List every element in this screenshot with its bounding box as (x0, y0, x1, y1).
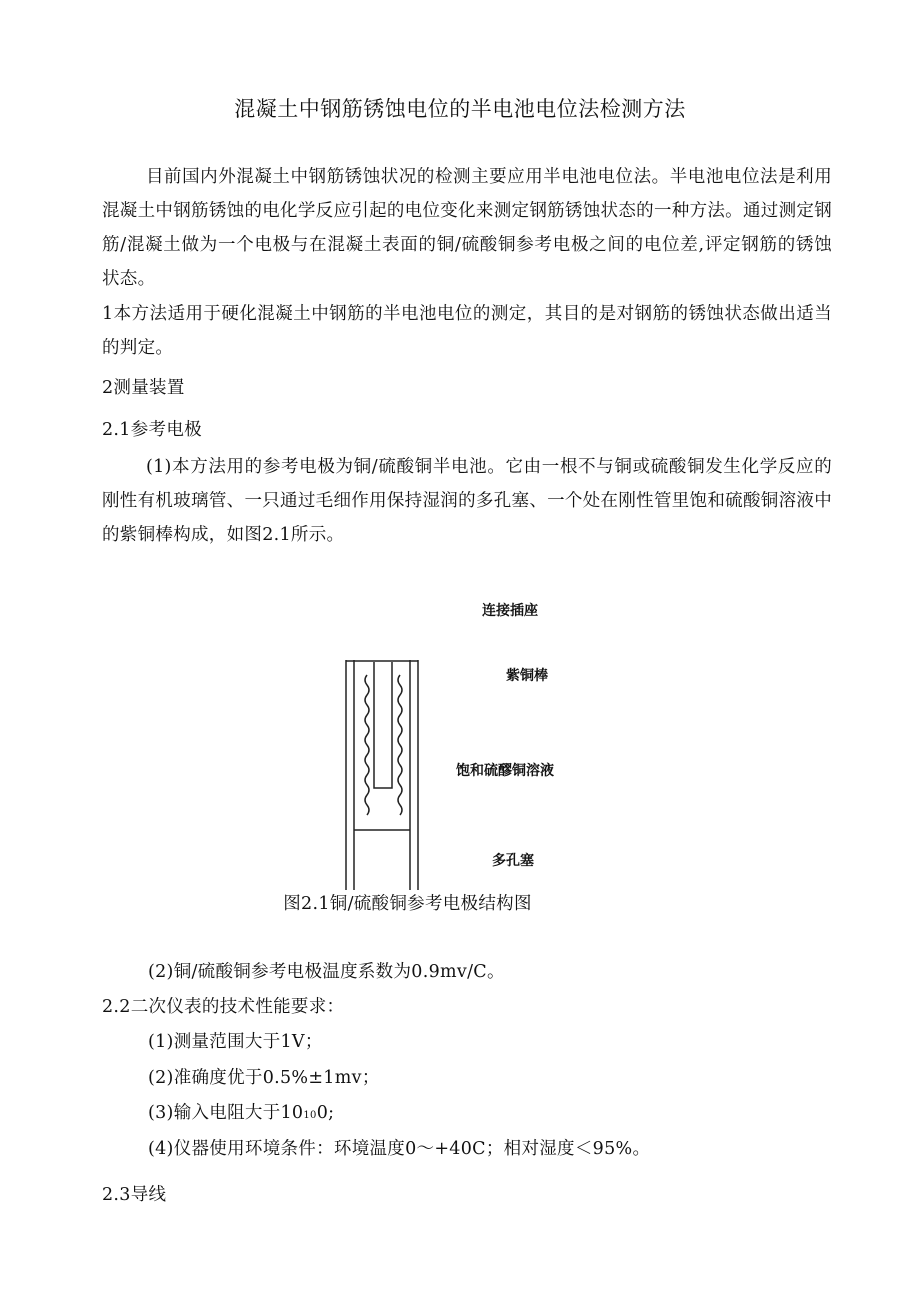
intro-paragraph: 目前国内外混凝土中钢筋锈蚀状况的检测主要应用半电池电位法。半电池电位法是利用混凝土中钢筋锈蚀的电化学反应引起的电位变化来测定钢筋锈蚀状态的一种方法。通过测定钢筋/混凝土做为一个电极与在混凝土表面的铜/硫酸铜参考电极之间的电位差,评定钢筋的锈蚀状态。 (102, 167, 832, 289)
electrode-diagram (340, 660, 430, 890)
section-2-1-heading: 2.1参考电极 (102, 420, 202, 440)
requirement-item (148, 1101, 334, 1128)
section-2-1-item-2: (2)铜/硫酸铜参考电极温度系数为0.9mv/C。 (148, 962, 505, 982)
copper-rod (374, 662, 392, 788)
requirement-item: (1)测量范围大于1V； (148, 1032, 323, 1052)
section-2-1-item-1: (1)本方法用的参考电极为铜/硫酸铜半电池。它由一根不与铜或硫酸铜发生化学反应的刚性有机玻璃管、一只通过毛细作用保持湿润的多孔塞、一个处在刚性管里饱和硫酸铜溶液中的紫铜棒构成，如图2.1所示。 (102, 457, 832, 545)
requirement-item: (2)准确度优于0.5%±1mv； (148, 1068, 380, 1088)
solution-wave-left (365, 675, 369, 815)
figure-caption: 图2.1铜/硫酸铜参考电极结构图 (283, 894, 532, 914)
requirement-item: (4)仪器使用环境条件：环境温度0～+40C；相对湿度＜95%。 (148, 1139, 651, 1159)
section-1-paragraph: 1本方法适用于硬化混凝土中钢筋的半电池电位的测定，其目的是对钢筋的锈蚀状态做出适当的判定。 (102, 304, 832, 358)
label-connector: 连接插座 (482, 603, 538, 619)
label-copper-rod: 紫铜棒 (506, 668, 548, 684)
requirement-item-suffix: 0; (316, 1103, 335, 1123)
label-solution: 饱和硫醪铜溶液 (456, 763, 554, 779)
section-2-3-heading: 2.3导线 (102, 1185, 167, 1205)
requirement-item-text: (3)输入电阻大于10 (148, 1103, 304, 1123)
solution-wave-right (398, 675, 402, 815)
requirement-item-subscript: 10 (303, 1110, 317, 1121)
label-porous-plug: 多孔塞 (492, 853, 534, 869)
section-2-2-heading: 2.2二次仪表的技术性能要求： (102, 997, 345, 1017)
section-2-heading: 2测量装置 (102, 378, 185, 398)
page-title: 混凝土中钢筋锈蚀电位的半电池电位法检测方法 (234, 97, 686, 121)
